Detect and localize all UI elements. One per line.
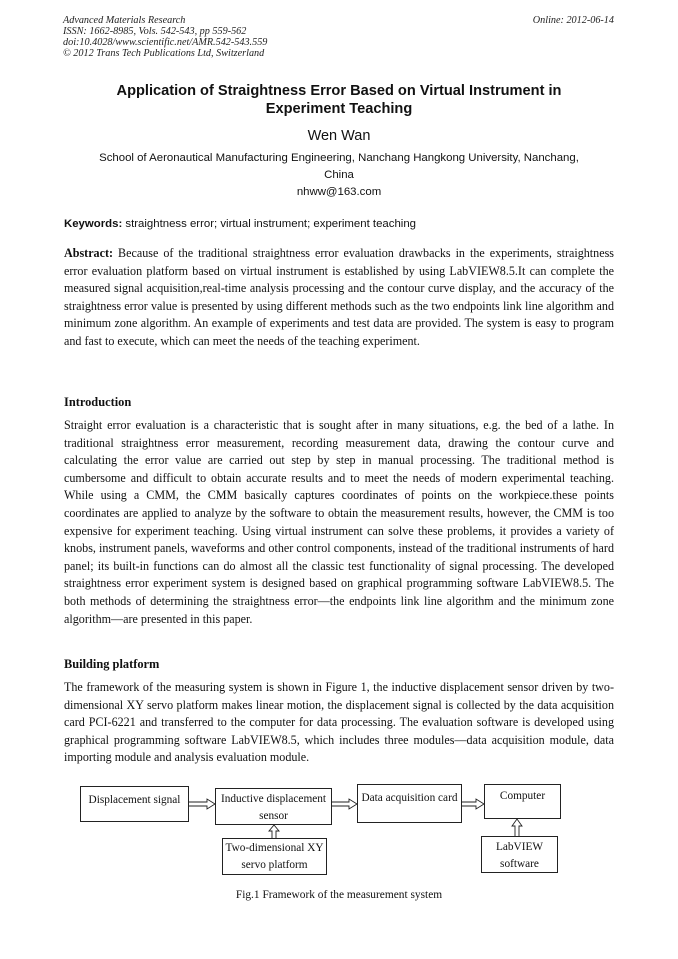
doi: doi:10.4028/www.scientific.net/AMR.542-543.559 — [63, 37, 268, 48]
arrow-labview-to-computer — [512, 819, 522, 836]
author-email: nhww@163.com — [296, 186, 382, 198]
introduction-heading: Introduction — [64, 395, 132, 409]
arrow-daq-to-computer — [462, 799, 484, 809]
arrow-platform-to-sensor — [269, 825, 279, 838]
building-platform-text: The framework of the measuring system is shown in Figure 1, the inductive displacement sensor driven by two-dimensional XY servo platform makes linear motion, the displacement signal is collected by the data acquisition card PCI-6221 and transferred to the computer for data processing. The evaluation software is developed using graphical programming software LabVIEW8.5, which includes three modules—data acquisition module, data importing module and analysis evaluation module. — [64, 680, 614, 765]
affiliation-line-2: China — [324, 169, 354, 181]
title-line-1: Application of Straightness Error Based on Virtual Instrument in — [116, 83, 562, 99]
xy-platform-label-2: servo platform — [241, 859, 308, 871]
introduction-text: Straight error evaluation is a characteristic that is sought after in many situations, e.g. the bed of a lathe. In traditional straightness error measurement, recording measurement data, drawing the contour curve and calculating the error value are carried out step by step in manual processing. The traditional method is cumbersome and difficult to obtain accurate results and to meet the needs of modern experimental teaching. While using a CMM, the CMM basically captures coordinates of points on the workpiece.these points coordinates are applied to analyze by the software to obtain the measurement results, however, the CMM is too expensive for experiment teaching. Using virtual instrument can solve these problems, it provides a variety of knobs, instrument panels, waveforms and other control components, instead of the traditional instruments of hard panel; its built-in functions can do almost all the classic test functionality of signal processing. The developed straightness error experiment system is designed based on graphical programming software LabVIEW8.5. The both methods of determining the straightness error—the endpoints link line algorithm and the minimum zone algorithm—are presented in this paper. — [64, 418, 614, 626]
inductive-sensor-label-1: Inductive displacement — [220, 793, 327, 805]
building-platform-heading: Building platform — [64, 657, 160, 671]
keywords-text: straightness error; virtual instrument; experiment teaching — [122, 218, 416, 230]
computer-label: Computer — [499, 790, 546, 802]
keywords-label: Keywords: — [64, 218, 123, 230]
author-name: Wen Wan — [307, 128, 371, 144]
affiliation-line-1: School of Aeronautical Manufacturing Engineering, Nanchang Hangkong University, Nanchang, — [99, 152, 579, 164]
copyright: © 2012 Trans Tech Publications Ltd, Switzerland — [63, 48, 265, 59]
labview-label-2: software — [500, 858, 539, 870]
xy-platform-label-1: Two-dimensional XY — [225, 842, 324, 854]
displacement-signal-label: Displacement signal — [88, 794, 181, 806]
online-date: Online: 2012-06-14 — [532, 15, 614, 26]
title-line-2: Experiment Teaching — [265, 101, 413, 117]
journal-name: Advanced Materials Research — [63, 15, 186, 26]
labview-label-1: LabVIEW — [495, 841, 544, 853]
arrow-signal-to-sensor — [189, 799, 215, 809]
figure-1-caption: Fig.1 Framework of the measurement system — [235, 889, 443, 901]
abstract-label: Abstract: — [64, 246, 114, 260]
arrow-sensor-to-daq — [332, 799, 357, 809]
issn: ISSN: 1662-8985, Vols. 542-543, pp 559-562 — [63, 26, 247, 37]
inductive-sensor-label-2: sensor — [259, 810, 288, 822]
abstract-text: Because of the traditional straightness error evaluation drawbacks in the experiments, straightness error evaluation platform based on virtual instrument is established by using LabVIEW8.5.It can complete the measured signal acquisition,real-time analysis processing and the contour curve display, and the accuracy of the straightness error value is presented by using different methods such as the two endpoints link line algorithm and minimum zone algorithm. An example of experiments and test data are provided. The system is easy to program and fast to execute, which can meet the needs of the teaching experiment. — [64, 246, 614, 348]
daq-card-label: Data acquisition card — [361, 792, 458, 804]
